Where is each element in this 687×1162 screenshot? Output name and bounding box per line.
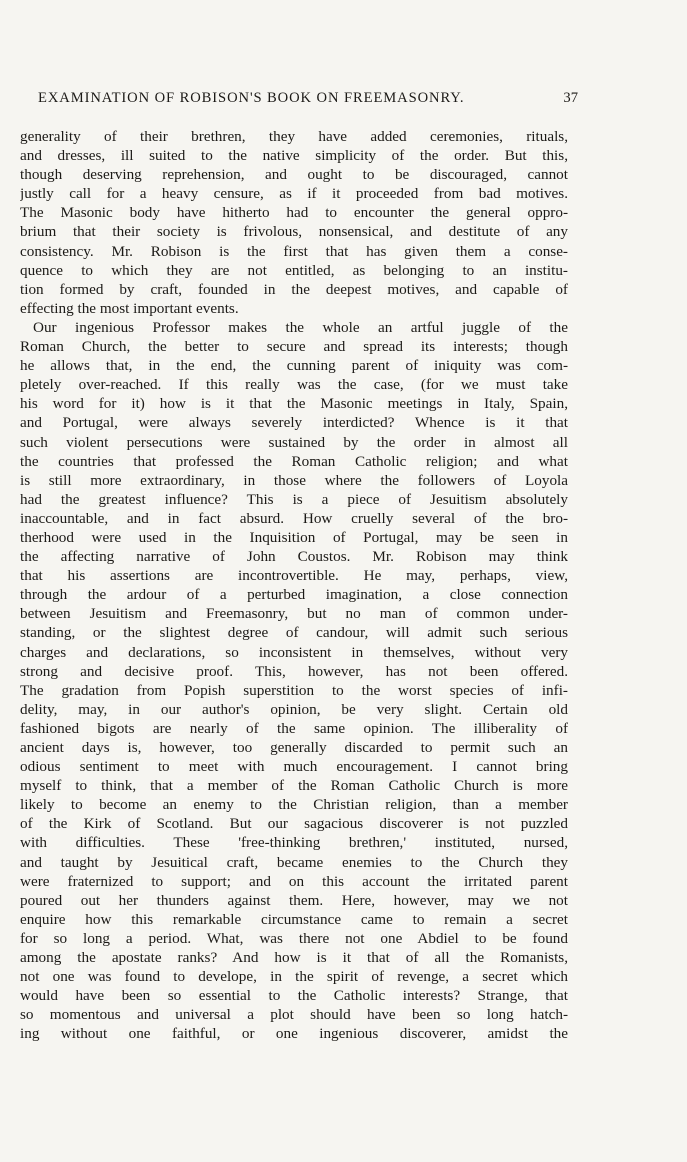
text-line: between Jesuitism and Freemasonry, but no man of common under- <box>20 605 568 623</box>
text-line: myself to think, that a member of the Roman Catholic Church is more <box>20 777 568 795</box>
text-line: inaccountable, and in fact absurd. How cruelly several of the bro- <box>20 509 568 527</box>
text-line: poured out her thunders against them. Here, however, may we not <box>20 891 568 909</box>
text-line: through the ardour of a perturbed imagination, a close connection <box>20 586 568 604</box>
text-line: he allows that, in the end, the cunning parent of iniquity was com- <box>20 357 568 375</box>
text-line: the affecting narrative of John Coustos. Mr. Robison may think <box>20 548 568 566</box>
text-line: odious sentiment to meet with much encouragement. I cannot bring <box>20 758 568 776</box>
text-line: pletely over-reached. If this really was the case, (for we must take <box>20 376 568 394</box>
text-line: would have been so essential to the Catholic interests? Strange, that <box>20 987 568 1005</box>
text-line: so momentous and universal a plot should have been so long hatch- <box>20 1006 568 1024</box>
text-line: such violent persecutions were sustained by the order in almost all <box>20 433 568 451</box>
text-line: of the Kirk of Scotland. But our sagacious discoverer is not puzzled <box>20 815 568 833</box>
text-line: is still more extraordinary, in those where the followers of Loyola <box>20 471 568 489</box>
text-line: and dresses, ill suited to the native simplicity of the order. But this, <box>20 147 568 165</box>
text-line: Roman Church, the better to secure and spread its interests; though <box>20 338 568 356</box>
text-line: ing without one faithful, or one ingenious discoverer, amidst the <box>20 1025 568 1043</box>
text-line: generality of their brethren, they have added ceremonies, rituals, <box>20 128 568 145</box>
text-line: standing, or the slightest degree of candour, will admit such serious <box>20 624 568 642</box>
text-line: though deserving reprehension, and ought to be discouraged, cannot <box>20 166 568 184</box>
text-line: effecting the most important events. <box>20 299 239 317</box>
text-line: that his assertions are incontrovertible. He may, perhaps, view, <box>20 567 568 585</box>
page-number: 37 <box>563 90 578 106</box>
text-line: fashioned bigots are nearly of the same opinion. The illiberality of <box>20 719 568 737</box>
text-line: delity, may, in our author's opinion, be very slight. Certain old <box>20 700 568 718</box>
text-line: his word for it) how is it that the Masonic meetings in Italy, Spain, <box>20 395 568 413</box>
text-line: the countries that professed the Roman Catholic religion; and what <box>20 452 568 470</box>
text-line: strong and decisive proof. This, however, has not been offered. <box>20 662 568 680</box>
page-header <box>30 90 578 112</box>
text-line: tion formed by craft, founded in the deepest motives, and capable of <box>20 280 568 298</box>
text-line: enquire how this remarkable circumstance came to remain a secret <box>20 910 568 928</box>
text-line: not one was found to develope, in the spirit of revenge, a secret which <box>20 968 568 986</box>
text-line: for so long a period. What, was there not one Abdiel to be found <box>20 929 568 947</box>
text-line: therhood were used in the Inquisition of Portugal, may be seen in <box>20 528 568 546</box>
running-head: EXAMINATION OF ROBISON'S BOOK ON FREEMASONRY. <box>38 90 465 106</box>
text-line: justly call for a heavy censure, as if it proceeded from bad motives. <box>20 185 568 203</box>
text-line: likely to become an enemy to the Christian religion, than a member <box>20 796 568 814</box>
text-line: had the greatest influence? This is a piece of Jesuitism absolutely <box>20 490 568 508</box>
text-line: consistency. Mr. Robison is the first that has given them a conse- <box>20 242 568 260</box>
text-line: The gradation from Popish superstition to the worst species of infi- <box>20 681 568 699</box>
text-line: and Portugal, were always severely interdicted? Whence is it that <box>20 414 568 432</box>
body-text <box>20 127 568 1044</box>
text-line: with difficulties. These 'free-thinking brethren,' instituted, nursed, <box>20 834 568 852</box>
text-line: quence to which they are not entitled, as belonging to an institu- <box>20 261 568 279</box>
text-line: and taught by Jesuitical craft, became enemies to the Church they <box>20 853 568 871</box>
text-line: were fraternized to support; and on this account the irritated parent <box>20 872 568 890</box>
text-line: The Masonic body have hitherto had to encounter the general oppro- <box>20 204 568 222</box>
text-line: among the apostate ranks? And how is it that of all the Romanists, <box>20 949 568 967</box>
text-line: charges and declarations, so inconsistent in themselves, without very <box>20 643 568 661</box>
text-line: ancient days is, however, too generally discarded to permit such an <box>20 739 568 756</box>
paragraph-first-line: Our ingenious Professor makes the whole an artful juggle of the <box>33 318 568 336</box>
text-line: brium that their society is frivolous, nonsensical, and destitute of any <box>20 223 568 241</box>
